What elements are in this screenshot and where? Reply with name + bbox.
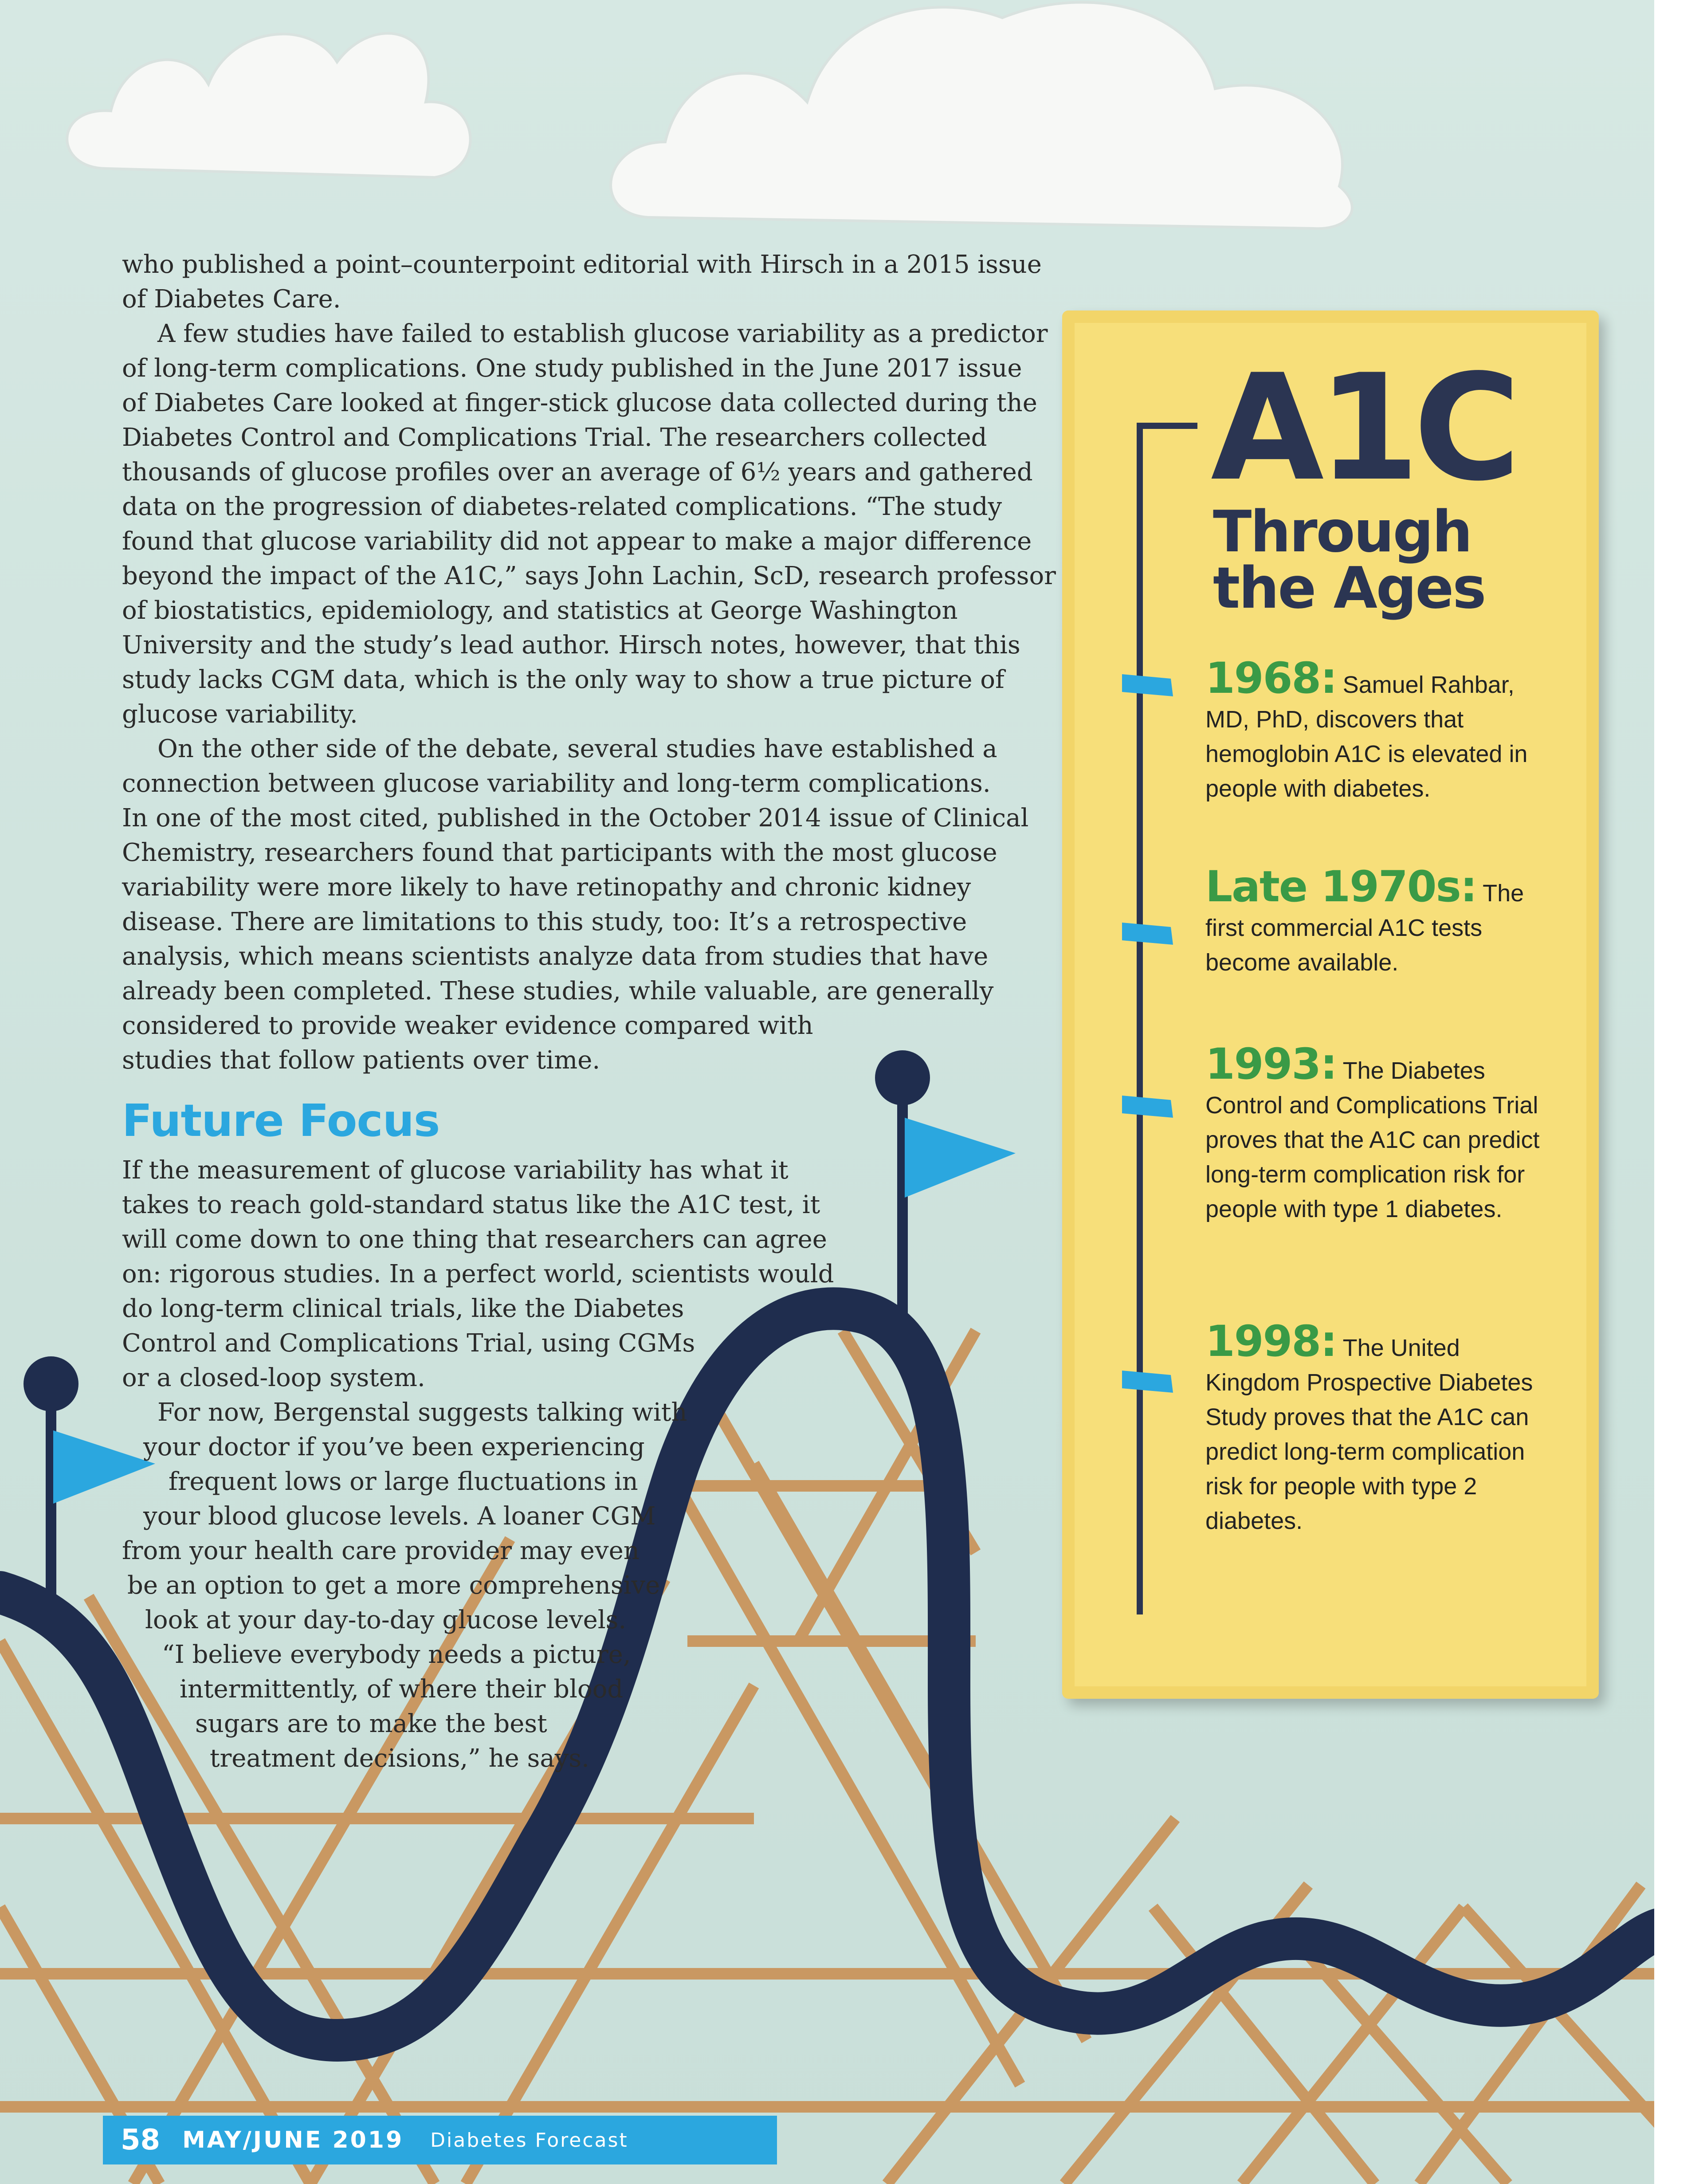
- text-line: University and the study’s lead author. Hirsch notes, however, that this: [122, 631, 1020, 660]
- text-line: Control and Complications Trial, using CGMs: [122, 1329, 695, 1358]
- text-line: your blood glucose levels. A loaner CGM: [143, 1502, 656, 1531]
- text-line: look at your day-to-day glucose levels.: [145, 1606, 627, 1634]
- timeline-entry-late-1970s: [1205, 862, 1547, 980]
- text-line: study lacks CGM data, which is the only way to show a true picture of: [122, 665, 1005, 694]
- text-line: For now, Bergenstal suggests talking with: [157, 1398, 687, 1427]
- text-line: A few studies have failed to establish glucose variability as a predictor: [157, 319, 1048, 348]
- page-number: 58: [121, 2124, 161, 2157]
- text-line: from your health care provider may even: [122, 1536, 640, 1565]
- text-line: of Diabetes Care.: [122, 285, 341, 314]
- entry-text: Samuel Rahbar, MD, PhD, discovers that hemoglobin A1C is elevated in people with diabetes.: [1205, 672, 1528, 802]
- entry-year: 1998:: [1205, 1316, 1337, 1366]
- page-footer: [103, 2116, 777, 2164]
- entry-year: Late 1970s:: [1205, 862, 1477, 911]
- timeline-entry-1998: [1205, 1316, 1547, 1538]
- entry-year: 1968:: [1205, 653, 1337, 703]
- text-line: Chemistry, researchers found that participants with the most glucose: [122, 838, 997, 867]
- text-line: If the measurement of glucose variability has what it: [122, 1156, 789, 1185]
- text-line: of Diabetes Care looked at finger-stick glucose data collected during the: [122, 389, 1037, 417]
- flag-right: [905, 1118, 1016, 1198]
- issue-date: MAY/JUNE 2019: [182, 2127, 404, 2153]
- article-text-bottom: [122, 1153, 854, 1776]
- text-line: glucose variability.: [122, 700, 358, 729]
- text-line: data on the progression of diabetes-related complications. “The study: [122, 492, 1002, 521]
- text-line: In one of the most cited, published in the October 2014 issue of Clinical: [122, 804, 1029, 833]
- text-line: takes to reach gold-standard status like the A1C test, it: [122, 1190, 820, 1219]
- article-text-top: [122, 247, 1056, 1078]
- text-line: be an option to get a more comprehensive: [127, 1571, 660, 1600]
- text-line: treatment decisions,” he says.: [210, 1744, 589, 1773]
- text-line: sugars are to make the best: [195, 1709, 547, 1738]
- text-line: disease. There are limitations to this study, too: It’s a retrospective: [122, 907, 967, 936]
- text-line: “I believe everybody needs a picture,: [162, 1640, 631, 1669]
- text-line: on: rigorous studies. In a perfect world, scientists would: [122, 1260, 834, 1288]
- timeline-entry-1968: [1205, 653, 1547, 806]
- text-line: On the other side of the debate, several studies have established a: [157, 735, 997, 763]
- text-line: already been completed. These studies, while valuable, are generally: [122, 977, 994, 1006]
- entry-text: The Diabetes Control and Complications Trial proves that the A1C can predict long-term complication risk for people with type 1 diabetes.: [1205, 1057, 1540, 1222]
- text-line: do long-term clinical trials, like the Diabetes: [122, 1294, 684, 1323]
- cloud-right: [611, 2, 1352, 228]
- text-line: your doctor if you’ve been experiencing: [143, 1433, 645, 1461]
- text-line: analysis, which means scientists analyze data from studies that have: [122, 942, 989, 971]
- text-line: considered to provide weaker evidence compared with: [122, 1011, 813, 1040]
- entry-text: The first commercial A1C tests become available.: [1205, 880, 1524, 976]
- text-line: intermittently, of where their blood: [180, 1675, 624, 1704]
- text-line: frequent lows or large fluctuations in: [169, 1467, 638, 1496]
- text-line: of biostatistics, epidemiology, and statistics at George Washington: [122, 596, 958, 625]
- text-line: of long-term complications. One study published in the June 2017 issue: [122, 354, 1022, 383]
- text-line: beyond the impact of the A1C,” says John Lachin, ScD, research professor: [122, 562, 1056, 590]
- sidebar-subtitle: the Ages: [1213, 555, 1485, 621]
- text-line: who published a point–counterpoint editorial with Hirsch in a 2015 issue: [122, 250, 1042, 279]
- timeline-entry-1993: [1205, 1039, 1547, 1226]
- text-line: or a closed-loop system.: [122, 1363, 425, 1392]
- text-line: will come down to one thing that researchers can agree: [122, 1225, 827, 1254]
- text-line: thousands of glucose profiles over an average of 6½ years and gathered: [122, 458, 1033, 487]
- text-line: Diabetes Control and Complications Trial. The researchers collected: [122, 423, 987, 452]
- text-line: variability were more likely to have retinopathy and chronic kidney: [122, 873, 971, 902]
- magazine-name: Diabetes Forecast: [430, 2129, 628, 2152]
- section-heading: Future Focus: [122, 1095, 440, 1147]
- text-line: connection between glucose variability and long-term complications.: [122, 769, 991, 798]
- sidebar-subtitle: Through: [1213, 499, 1471, 565]
- text-line: found that glucose variability did not appear to make a major difference: [122, 527, 1032, 556]
- page-edge: [1654, 0, 1703, 2184]
- flag-knob-left: [24, 1356, 78, 1411]
- cloud-left: [67, 33, 470, 177]
- entry-text: The United Kingdom Prospective Diabetes Study proves that the A1C can predict long-term complication risk for people with type 2 diabetes.: [1205, 1335, 1533, 1534]
- text-line: studies that follow patients over time.: [122, 1046, 600, 1075]
- entry-year: 1993:: [1205, 1039, 1337, 1089]
- sidebar-title: A1C: [1211, 343, 1515, 513]
